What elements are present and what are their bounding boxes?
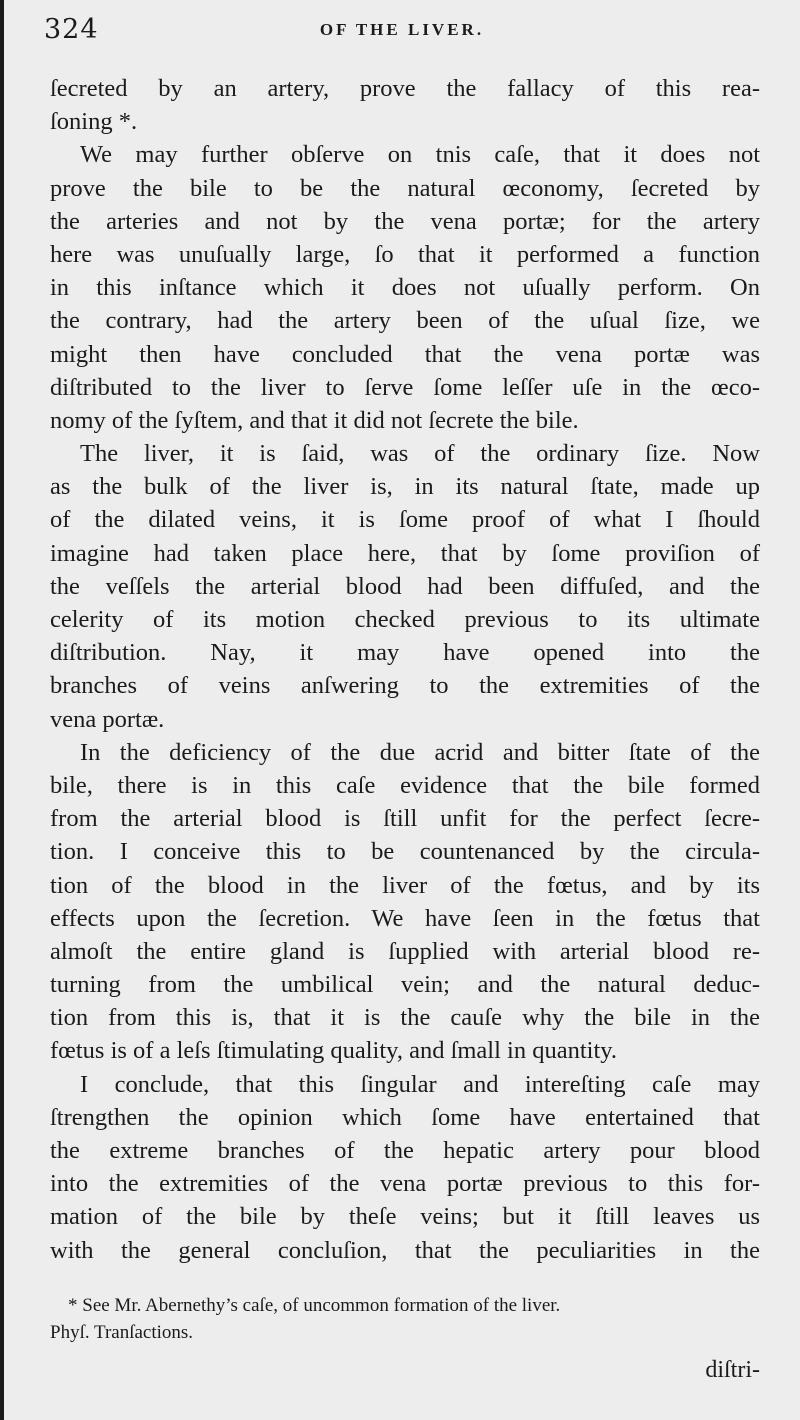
text-line: from the arterial blood is ſtill unfit for the perfect ſecre-: [50, 805, 760, 833]
text-line: turning from the umbilical vein; and the natural deduc-: [50, 971, 760, 999]
text-line: diſtributed to the liver to ſerve ſome leſſer uſe in the œco-: [50, 373, 760, 401]
text-line: imagine had taken place here, that by ſome proviſion of: [50, 539, 760, 567]
text-line: almoſt the entire gland is ſupplied with arterial blood re-: [50, 937, 760, 965]
text-line: In the deficiency of the due acrid and bitter ſtate of the: [80, 738, 760, 766]
text-line: The liver, it is ſaid, was of the ordinary ſize. Now: [80, 440, 760, 468]
text-line: of the dilated veins, it is ſome proof of what I ſhould: [50, 506, 760, 534]
text-line: into the extremities of the vena portæ previous to this for-: [50, 1170, 760, 1198]
text-line: mation of the bile by theſe veins; but it ſtill leaves us: [50, 1203, 760, 1231]
text-line: the arteries and not by the vena portæ; for the artery: [50, 207, 760, 235]
footnote-line: * See Mr. Abernethy’s caſe, of uncommon formation of the liver.: [68, 1295, 561, 1316]
text-line: the contrary, had the artery been of the uſual ſize, we: [50, 307, 760, 335]
page-number: 324: [44, 14, 99, 45]
text-line: ſecreted by an artery, prove the fallacy of this rea-: [50, 75, 760, 102]
text-line: fœtus is of a leſs ſtimulating quality, and ſmall in quantity.: [50, 1037, 618, 1065]
text-line: tion from this is, that it is the cauſe why the bile in the: [50, 1004, 760, 1032]
footnote-line: Phyſ. Tranſactions.: [50, 1322, 194, 1343]
body-text: [50, 72, 760, 1267]
text-line: as the bulk of the liver is, in its natural ſtate, made up: [50, 473, 760, 501]
text-line: tion. I conceive this to be countenanced by the circula-: [50, 838, 760, 866]
text-line: might then have concluded that the vena portæ was: [50, 340, 760, 368]
text-line: We may further obſerve on tnis caſe, that it does not: [80, 141, 760, 169]
text-line: prove the bile to be the natural œconomy, ſecreted by: [50, 174, 760, 202]
text-line: I conclude, that this ſingular and intereſting caſe may: [80, 1070, 760, 1098]
text-line: ſtrengthen the opinion which ſome have entertained that: [50, 1103, 760, 1131]
text-line: vena portæ.: [50, 705, 165, 733]
catchword: diſtri-: [705, 1357, 760, 1383]
text-line: effects upon the ſecretion. We have ſeen in the fœtus that: [50, 904, 760, 932]
running-title: OF THE LIVER.: [319, 20, 485, 39]
footnote: [50, 1292, 764, 1346]
text-line: in this inſtance which it does not uſually perform. On: [50, 274, 760, 302]
text-line: tion of the blood in the liver of the fœtus, and by its: [50, 871, 760, 899]
text-line: celerity of its motion checked previous to its ultimate: [50, 606, 760, 633]
text-line: the extreme branches of the hepatic artery pour blood: [50, 1137, 760, 1164]
text-line: branches of veins anſwering to the extremities of the: [50, 672, 760, 700]
text-line: bile, there is in this caſe evidence that the bile formed: [50, 771, 760, 799]
text-line: diſtribution. Nay, it may have opened into the: [50, 639, 760, 667]
text-line: with the general concluſion, that the peculiarities in the: [50, 1236, 760, 1264]
text-line: here was unuſually large, ſo that it performed a function: [50, 240, 760, 268]
text-line: nomy of the ſyſtem, and that it did not ſecrete the bile.: [50, 406, 579, 434]
text-line: the veſſels the arterial blood had been diffuſed, and the: [50, 572, 760, 600]
text-line: ſoning *.: [50, 108, 138, 136]
